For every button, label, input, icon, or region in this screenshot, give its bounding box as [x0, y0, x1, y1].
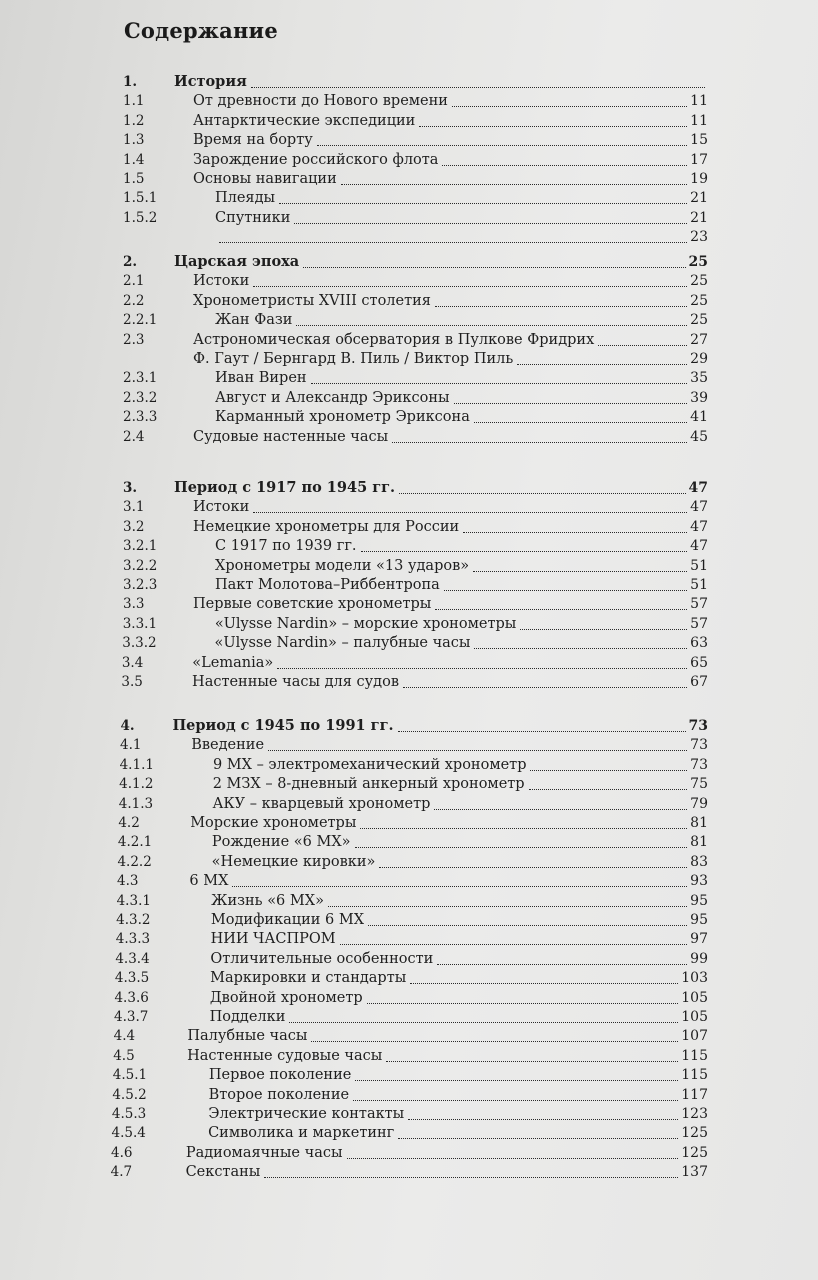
toc-entry-page: 11 [690, 93, 708, 110]
toc-entry-page: 57 [690, 615, 708, 632]
toc-entry-number: 4.3.7 [114, 1009, 149, 1025]
toc-entry-page: 23 [690, 229, 708, 246]
toc-leader-dots [520, 629, 687, 630]
toc-entry[interactable] [0, 1123, 818, 1143]
toc-entry-title: История [174, 73, 247, 90]
toc-entry-number: 4.3.3 [115, 931, 151, 948]
toc-entry-title: Подделки [209, 1009, 286, 1025]
toc-entry-page: 57 [690, 596, 708, 613]
toc-entry[interactable] [0, 871, 818, 891]
toc-entry[interactable] [0, 227, 818, 247]
toc-entry[interactable] [0, 72, 818, 92]
toc-entry-number: 2.2.1 [123, 312, 158, 329]
toc-entry-title: 6 МХ [189, 873, 229, 890]
toc-leader-dots [251, 87, 705, 88]
toc-entry-number: 3. [123, 480, 138, 496]
toc-entry-title: НИИ ЧАСПРОМ [210, 931, 336, 948]
toc-entry[interactable] [0, 891, 818, 911]
toc-entry[interactable] [0, 556, 818, 576]
toc-entry-title: Модификации 6 МХ [210, 912, 365, 928]
toc-entry[interactable] [0, 388, 818, 408]
toc-entry-title: «Немецкие кировки» [211, 853, 376, 870]
toc-leader-dots [452, 106, 687, 107]
toc-entry-title: Август и Александр Эриксоны [215, 389, 450, 406]
toc-entry-page: 137 [681, 1164, 708, 1181]
toc-leader-dots [353, 1100, 678, 1101]
toc-entry-page: 47 [690, 538, 708, 555]
toc-entry-number: 4.3.1 [116, 892, 151, 909]
toc-entry-number: 4.5 [113, 1047, 135, 1064]
toc-leader-dots [444, 590, 687, 591]
toc-entry-page: 73 [690, 756, 708, 773]
toc-leader-dots [403, 687, 687, 688]
toc-entry-title: «Ulysse Nardin» – морские хронометры [214, 615, 517, 632]
toc-leader-dots [473, 571, 687, 572]
toc-entry-number: 1.3 [123, 132, 145, 149]
toc-entry-number: 4.4 [113, 1028, 136, 1045]
toc-entry-title: Период с 1945 по 1991 гг. [172, 717, 394, 734]
toc-entry-number: 2.3.1 [123, 370, 158, 387]
toc-entry-title: Хронометристы XVIII столетия [193, 292, 431, 309]
toc-entry[interactable] [0, 111, 818, 131]
toc-entry[interactable] [0, 208, 818, 228]
toc-entry-page: 73 [690, 737, 708, 754]
toc-entry-title: Настенные судовые часы [187, 1047, 383, 1064]
toc-entry-page: 107 [681, 1028, 708, 1045]
toc-leader-dots [379, 867, 687, 868]
toc-entry-number: 4.7 [110, 1164, 133, 1181]
toc-entry-page: 21 [690, 209, 708, 226]
toc-leader-dots [303, 267, 685, 268]
toc-leader-dots [530, 770, 687, 771]
toc-entry[interactable] [0, 310, 818, 330]
toc-entry-title: Период с 1917 по 1945 гг. [174, 479, 396, 496]
toc-leader-dots [341, 184, 687, 185]
toc-entry-title: Основы навигации [193, 171, 337, 187]
toc-entry-number: 1.2 [123, 112, 145, 129]
toc-entry-page: 51 [690, 577, 708, 593]
toc-entry-page: 125 [681, 1144, 708, 1161]
toc-entry-page: 125 [681, 1125, 708, 1142]
toc-leader-dots [347, 1158, 679, 1159]
toc-entry-number: 1.5.1 [123, 190, 158, 207]
toc-leader-dots [408, 1119, 678, 1120]
toc-entry-title: Жан Фази [215, 312, 293, 329]
toc-entry-number: 3.2.1 [123, 538, 158, 555]
toc-leader-dots [435, 306, 687, 307]
toc-entry-title: Двойной хронометр [209, 989, 363, 1006]
toc-leader-dots [253, 512, 687, 513]
toc-entry-number: 4.1 [120, 737, 142, 754]
toc-entry-title: «Ulysse Nardin» – палубные часы [214, 635, 471, 652]
toc-entry-title: Ф. Гаут / Бернгард В. Пиль / Виктор Пиль [193, 351, 514, 367]
toc-entry-page: 105 [681, 1009, 708, 1025]
toc-entry-page: 29 [690, 351, 708, 367]
toc-entry[interactable] [0, 330, 818, 350]
toc-entry[interactable] [0, 852, 818, 872]
toc-leader-dots [317, 145, 687, 146]
toc-entry[interactable] [0, 653, 818, 673]
toc-entry[interactable] [0, 517, 818, 537]
toc-entry[interactable] [0, 478, 818, 498]
toc-leader-dots [399, 493, 685, 494]
toc-entry-title: Карманный хронометр Эриксона [215, 409, 470, 426]
toc-entry-number: 3.2 [123, 518, 145, 535]
toc-leader-dots [474, 648, 687, 649]
toc-leader-dots [277, 668, 687, 669]
toc-entry[interactable] [0, 252, 818, 272]
toc-entry-number: 4.6 [111, 1144, 133, 1161]
toc-entry-page: 51 [690, 557, 708, 574]
toc-entry-title: Рождение «6 МХ» [211, 834, 351, 851]
toc-leader-dots [419, 126, 687, 127]
toc-entry-title: Спутники [215, 209, 291, 226]
toc-entry-page: 11 [690, 112, 708, 129]
toc-leader-dots [386, 1061, 678, 1062]
toc-leader-dots [517, 364, 687, 365]
toc-entry-page: 99 [690, 950, 708, 967]
toc-entry-number: 2.2 [123, 292, 145, 309]
toc-entry-page: 83 [690, 853, 708, 870]
toc-entry-page: 75 [690, 776, 708, 793]
toc-leader-dots [435, 609, 687, 610]
toc-entry[interactable] [0, 949, 818, 969]
toc-leader-dots [328, 906, 687, 907]
toc-entry-title: АКУ – кварцевый хронометр [212, 795, 431, 812]
toc-entry-page: 47 [690, 499, 708, 516]
toc-entry-number: 1.1 [123, 93, 145, 110]
toc-leader-dots [367, 1003, 679, 1004]
toc-entry-page: 95 [690, 912, 708, 928]
toc-entry[interactable] [0, 929, 818, 949]
toc-entry[interactable] [0, 427, 818, 447]
toc-entry-number: 2.3.3 [123, 409, 158, 426]
toc-entry[interactable] [0, 130, 818, 150]
toc-entry[interactable] [0, 91, 818, 111]
toc-entry[interactable] [0, 672, 818, 692]
toc-entry-title: Истоки [193, 499, 250, 516]
toc-entry-page: 73 [688, 718, 708, 734]
toc-leader-dots [392, 442, 687, 443]
toc-leader-dots [434, 809, 687, 810]
toc-entry-title: Маркировки и стандарты [210, 970, 407, 987]
toc-entry-number: 1. [123, 74, 138, 90]
toc-entry-title: Пакт Молотова–Риббентропа [215, 577, 440, 593]
toc-entry[interactable] [0, 188, 818, 208]
toc-entry-number: 3.2.3 [123, 577, 158, 593]
toc-entry[interactable] [0, 716, 818, 736]
toc-leader-dots [340, 944, 688, 945]
toc-entry-title: Электрические контакты [208, 1106, 405, 1122]
toc-entry[interactable] [0, 150, 818, 170]
toc-leader-dots [474, 422, 687, 423]
toc-leader-dots [598, 345, 687, 346]
toc-entry-title: От древности до Нового времени [193, 93, 448, 110]
toc-leader-dots [463, 532, 687, 533]
toc-entry-number: 4.1.2 [119, 776, 154, 793]
toc-entry-number: 3.5 [121, 674, 143, 690]
toc-entry-number: 4.3.6 [114, 989, 149, 1006]
toc-entry[interactable] [0, 1026, 818, 1046]
toc-entry-title: «Lemania» [192, 654, 274, 671]
toc-leader-dots [219, 242, 687, 243]
toc-entry-page: 93 [690, 873, 708, 890]
toc-entry-page: 27 [690, 331, 708, 348]
toc-entry[interactable] [0, 1104, 818, 1124]
toc-entry-page: 115 [681, 1047, 708, 1064]
toc-entry-title: Морские хронометры [190, 815, 357, 831]
toc-entry-number: 2.3.2 [123, 389, 158, 406]
toc-entry-number: 2.1 [123, 273, 145, 290]
toc-leader-dots [279, 203, 687, 204]
toc-leader-dots [360, 828, 687, 829]
toc-entry-number: 4. [120, 718, 135, 734]
toc-entry-page: 15 [690, 132, 708, 149]
toc-entry[interactable] [0, 910, 818, 930]
toc-entry[interactable] [0, 1007, 818, 1027]
toc-entry-title: Введение [191, 737, 265, 754]
toc-entry-page: 45 [690, 428, 708, 445]
toc-entry-number: 4.3.2 [116, 912, 151, 928]
toc-entry[interactable] [0, 497, 818, 517]
toc-entry[interactable] [0, 1143, 818, 1163]
toc-entry-title: Секстаны [185, 1164, 261, 1181]
toc-entry[interactable] [0, 1162, 818, 1182]
toc-leader-dots [296, 325, 687, 326]
toc-entry[interactable] [0, 813, 818, 833]
toc-leader-dots [398, 1138, 678, 1139]
toc-leader-dots [355, 1080, 678, 1081]
toc-entry-number: 3.1 [123, 499, 145, 516]
toc-entry-title: Время на борту [193, 132, 313, 149]
toc-entry-number: 4.2 [118, 815, 140, 831]
toc-entry-title: Отличительные особенности [210, 950, 434, 967]
toc-leader-dots [442, 165, 687, 166]
toc-entry-title: Настенные часы для судов [192, 674, 399, 690]
toc-entry-title: Первые советские хронометры [193, 596, 432, 613]
toc-leader-dots [368, 925, 687, 926]
toc-entry-number: 4.1.1 [119, 756, 154, 773]
toc-entry-page: 47 [688, 480, 708, 496]
toc-entry-page: 103 [681, 970, 708, 987]
toc-entry[interactable] [0, 988, 818, 1008]
toc-leader-dots [437, 964, 687, 965]
toc-entry-page: 81 [690, 815, 708, 831]
toc-entry[interactable] [0, 832, 818, 852]
toc-entry-page: 115 [681, 1067, 708, 1084]
toc-entry-title: Палубные часы [187, 1028, 308, 1045]
toc-entry-number: 3.4 [121, 654, 144, 671]
toc-entry[interactable] [0, 614, 818, 634]
toc-entry-number: 4.3 [117, 873, 139, 890]
toc-entry-title: Астрономическая обсерватория в Пулкове Фридрих [193, 331, 595, 348]
toc-entry-number: 2.4 [123, 428, 145, 445]
toc-entry-title: 9 МХ – электромеханический хронометр [212, 756, 527, 773]
toc-leader-dots [268, 750, 687, 751]
toc-entry[interactable] [0, 794, 818, 814]
toc-entry-page: 41 [690, 409, 708, 426]
toc-entry-number: 3.2.2 [123, 557, 158, 574]
page-title: Содержание [124, 18, 278, 43]
toc-entry[interactable] [0, 735, 818, 755]
toc-leader-dots [311, 383, 688, 384]
toc-entry-title: Иван Вирен [215, 370, 307, 387]
toc-leader-dots [355, 847, 688, 848]
toc-entry[interactable] [0, 169, 818, 189]
toc-entry-page: 19 [690, 171, 708, 187]
toc-entry-number: 4.2.1 [117, 834, 153, 851]
toc-entry-number: 2. [123, 254, 138, 270]
toc-entry-number: 3.3.2 [122, 635, 157, 652]
toc-entry-title: 2 МЗХ – 8-дневный анкерный хронометр [212, 776, 525, 793]
toc-leader-dots [264, 1177, 678, 1178]
toc-entry-page: 123 [681, 1106, 708, 1122]
toc-entry[interactable] [0, 633, 818, 653]
toc-entry[interactable] [0, 368, 818, 388]
toc-entry-page: 117 [681, 1086, 708, 1103]
toc-leader-dots [311, 1041, 678, 1042]
toc-entry-number: 1.5 [123, 171, 145, 187]
toc-entry-page: 65 [690, 654, 708, 671]
toc-entry-page: 25 [688, 254, 708, 270]
toc-entry-title: Радиомаячные часы [185, 1144, 343, 1161]
toc-entry-title: Судовые настенные часы [193, 428, 389, 445]
toc-entry-page: 25 [690, 292, 708, 309]
toc-leader-dots [410, 983, 678, 984]
toc-entry[interactable] [0, 291, 818, 311]
toc-entry-title: Плеяды [215, 190, 276, 207]
toc-entry-title: Истоки [193, 273, 250, 290]
toc-entry-title: Жизнь «6 МХ» [211, 892, 324, 909]
toc-entry[interactable] [0, 1046, 818, 1066]
toc-entry[interactable] [0, 755, 818, 775]
toc-entry-number: 4.1.3 [118, 795, 154, 812]
toc-entry-title: Первое поколение [208, 1067, 352, 1084]
toc-entry-page: 25 [690, 312, 708, 329]
toc-entry-number: 4.5.1 [112, 1067, 148, 1084]
toc-leader-dots [289, 1022, 678, 1023]
toc-leader-dots [361, 551, 688, 552]
toc-entry-number: 4.5.3 [111, 1106, 147, 1122]
toc-leader-dots [529, 789, 688, 790]
toc-entry-title: С 1917 по 1939 гг. [215, 538, 357, 555]
toc-entry[interactable] [0, 594, 818, 614]
toc-entry-page: 79 [690, 795, 708, 812]
toc-entry-page: 35 [690, 370, 708, 387]
toc-entry-number: 3.3.1 [122, 615, 158, 632]
toc-entry-page: 81 [690, 834, 708, 851]
toc-entry-number: 2.3 [123, 331, 145, 348]
toc-entry[interactable] [0, 349, 818, 369]
toc-entry-title: Царская эпоха [174, 253, 300, 270]
toc-entry[interactable] [0, 1065, 818, 1085]
toc-leader-dots [294, 223, 687, 224]
toc-entry-number: 1.4 [123, 151, 145, 168]
toc-entry[interactable] [0, 575, 818, 595]
toc-entry-title: Хронометры модели «13 ударов» [215, 557, 470, 574]
toc-entry-number: 4.3.5 [114, 970, 150, 987]
toc-entry-page: 21 [690, 190, 708, 207]
toc-entry-page: 95 [690, 892, 708, 909]
toc-entry-number: 4.5.4 [111, 1125, 146, 1142]
toc-entry-title: Символика и маркетинг [208, 1125, 395, 1142]
toc-entry[interactable] [0, 1085, 818, 1105]
toc-entry-page: 63 [690, 635, 708, 652]
toc-entry-number: 4.2.2 [117, 853, 152, 870]
toc-entry-number: 3.3 [123, 596, 145, 613]
toc-entry-page: 97 [690, 931, 708, 948]
toc-entry-page: 25 [690, 273, 708, 290]
toc-entry-number: 1.5.2 [123, 209, 158, 226]
toc-entry-title: Второе поколение [208, 1086, 350, 1103]
toc-entry-page: 47 [690, 518, 708, 535]
toc-entry-page: 39 [690, 389, 708, 406]
toc-entry-number: 4.5.2 [112, 1086, 147, 1103]
toc-entry-number: 4.3.4 [115, 950, 150, 967]
toc-leader-dots [398, 731, 686, 732]
toc-leader-dots [232, 886, 687, 887]
toc-entry-page: 17 [690, 151, 708, 168]
toc-entry-page: 105 [681, 989, 708, 1006]
toc-entry-title: Антарктические экспедиции [193, 112, 416, 129]
toc-entry[interactable] [0, 271, 818, 291]
toc-entry[interactable] [0, 407, 818, 427]
toc-leader-dots [454, 403, 688, 404]
toc-entry-title: Немецкие хронометры для России [193, 518, 460, 535]
toc-entry-title: Зарождение российского флота [193, 151, 439, 168]
toc-entry-page: 67 [690, 674, 708, 690]
toc-leader-dots [253, 286, 687, 287]
toc-entry[interactable] [0, 968, 818, 988]
toc-entry[interactable] [0, 774, 818, 794]
toc-entry[interactable] [0, 536, 818, 556]
